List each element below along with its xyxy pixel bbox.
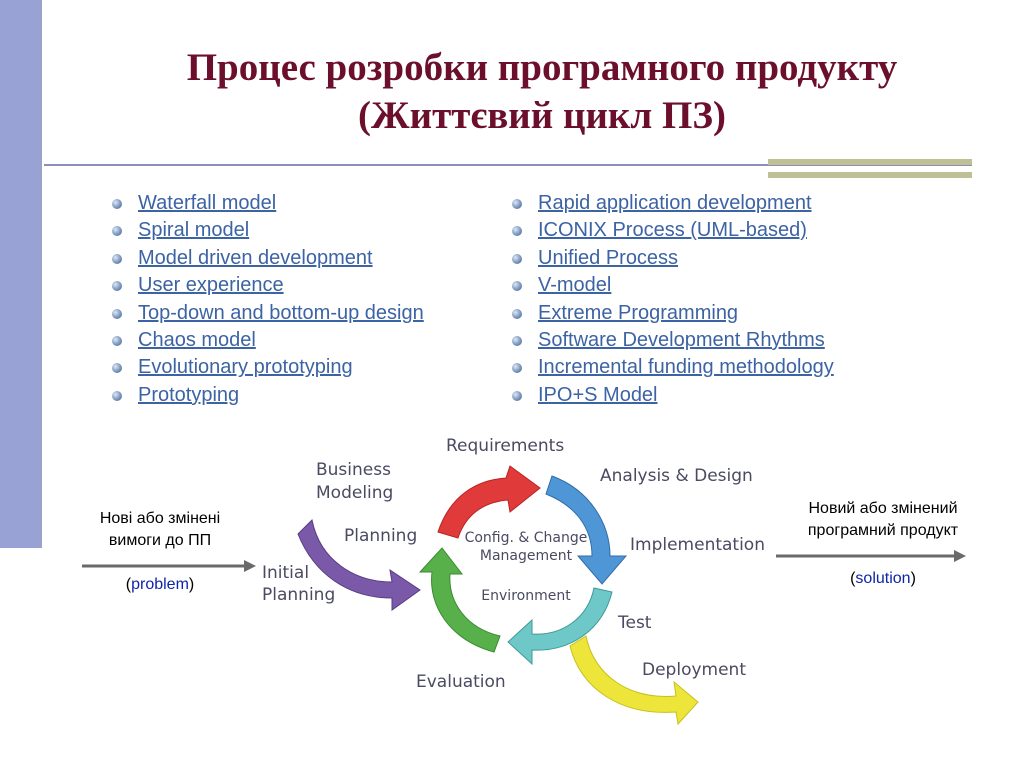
model-right-link[interactable]: Extreme Programming xyxy=(538,301,739,324)
model-right-link[interactable]: Incremental funding methodology xyxy=(538,356,834,379)
model-right-link[interactable]: Unified Process xyxy=(538,246,679,269)
analysis-design-label: Analysis & Design xyxy=(600,466,753,486)
model-left-link[interactable]: Top-down and bottom-up design xyxy=(138,301,424,324)
output-note-paren-open: ( xyxy=(850,570,856,587)
solution-link[interactable]: solution xyxy=(855,570,911,587)
model-right-link[interactable]: V-model xyxy=(538,274,612,297)
planning-label: Planning xyxy=(344,526,418,546)
output-note-paren-close: ) xyxy=(910,570,916,587)
center-label-2: Management xyxy=(479,548,573,564)
problem-link[interactable]: problem xyxy=(131,576,189,593)
model-right-link[interactable]: IPO+S Model xyxy=(538,383,658,406)
output-note-line-2: програмний продукт xyxy=(807,522,959,539)
output-note-line-1: Новий або змінений xyxy=(808,500,958,517)
model-left-link[interactable]: Prototyping xyxy=(138,383,240,406)
center-label-3: Environment xyxy=(481,588,571,604)
input-note-line-1: Нові або змінені xyxy=(99,510,221,527)
business-modeling-label-1: Business xyxy=(316,460,391,480)
output-arrow-head xyxy=(954,550,966,562)
center-label-1: Config. & Change xyxy=(464,530,588,546)
model-right-link[interactable]: ICONIX Process (UML-based) xyxy=(538,219,807,242)
test-label: Test xyxy=(618,613,652,633)
initial-planning-label-1: Initial xyxy=(262,563,310,583)
implementation-label: Implementation xyxy=(630,535,765,555)
model-left-link[interactable]: Model driven development xyxy=(138,246,373,269)
model-left-link[interactable]: Waterfall model xyxy=(138,192,277,214)
model-left-link[interactable]: User experience xyxy=(138,274,284,297)
evaluation-label: Evaluation xyxy=(416,672,506,692)
input-note-paren-close: ) xyxy=(188,576,195,593)
model-left-link[interactable]: Evolutionary prototyping xyxy=(138,356,353,379)
slide-title-line-1: Процес розробки програмного продукту xyxy=(186,46,898,89)
model-left-link[interactable]: Chaos model xyxy=(138,328,256,351)
model-right-link[interactable]: Rapid application development xyxy=(538,192,812,214)
deployment-arrow xyxy=(570,636,698,724)
model-left-link[interactable]: Spiral model xyxy=(138,219,250,242)
requirements-arrow xyxy=(438,466,540,538)
slide-title-line-2: (Життєвий цикл ПЗ) xyxy=(358,94,726,137)
input-arrow-head xyxy=(244,560,256,572)
input-note-paren-open: ( xyxy=(125,576,132,593)
deployment-label: Deployment xyxy=(642,660,746,680)
business-modeling-label-2: Modeling xyxy=(316,483,394,503)
model-right-link[interactable]: Software Development Rhythms xyxy=(538,328,825,351)
input-note-line-2: вимоги до ПП xyxy=(108,532,212,549)
initial-planning-label-2: Planning xyxy=(262,585,336,605)
requirements-label: Requirements xyxy=(446,436,565,456)
